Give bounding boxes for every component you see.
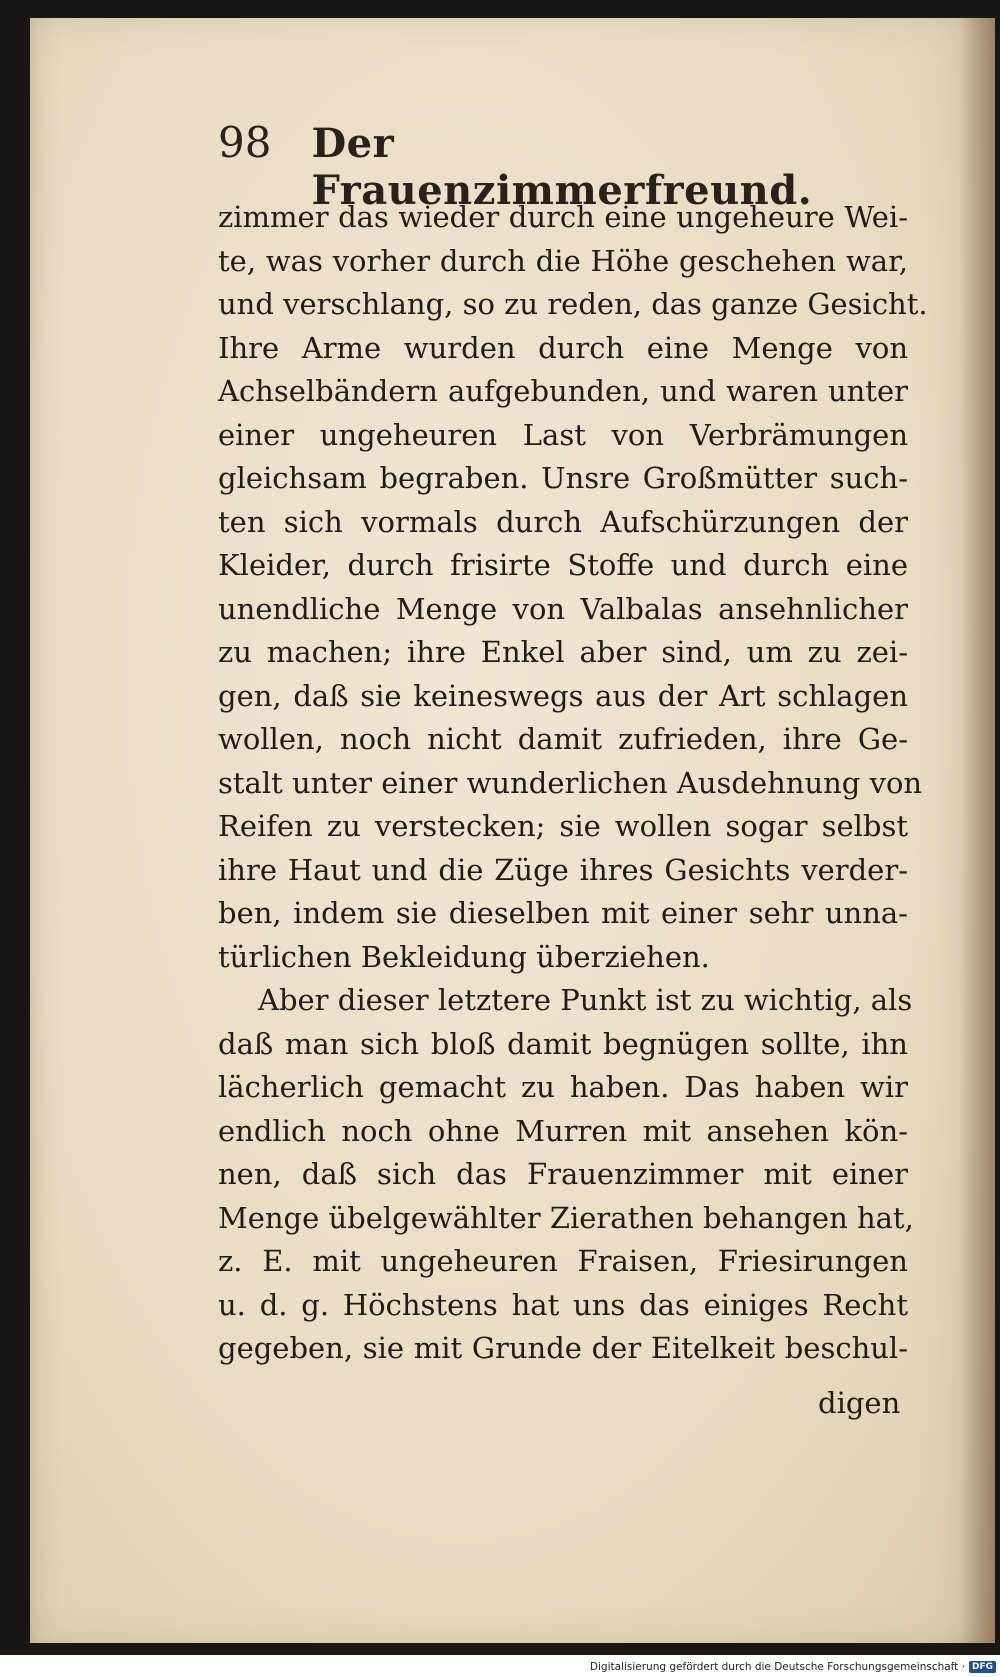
page-header (218, 118, 818, 214)
text-line: stalt unter einer wunderlichen Ausdehnung von (218, 765, 923, 800)
text-line: daß man sich bloß damit begnügen sollte, ihn (218, 1026, 908, 1061)
text-line: Reifen zu verstecken; sie wollen sogar selbst (218, 809, 908, 843)
text-line: Aber dieser letztere Punkt ist zu wichtig, als (258, 983, 913, 1017)
text-line: z. E. mit ungeheuren Fraisen, Friesirungen (218, 1244, 908, 1278)
text-line: gegeben, sie mit Grunde der Eitelkeit beschul- (218, 1331, 908, 1365)
dfg-logo: DFG (969, 1661, 996, 1673)
text-line: türlichen Bekleidung überziehen. (218, 939, 710, 974)
text-line: ihre Haut und die Züge ihres Gesichts verder- (218, 852, 908, 887)
text-line: u. d. g. Höchstens hat uns das einiges Recht (218, 1287, 908, 1322)
text-line: wollen, noch nicht damit zufrieden, ihre Ge- (218, 722, 908, 756)
page-gutter-shadow (959, 18, 995, 1643)
text-line: unendliche Menge von Valbalas ansehnlicher (218, 591, 908, 626)
credit-text: Digitalisierung gefördert durch die Deutsche Forschungsgemeinschaft · (589, 1661, 965, 1673)
page-number: 98 (218, 118, 272, 167)
text-line: zimmer das wieder durch eine ungeheure Wei- (218, 200, 908, 234)
text-line: zu machen; ihre Enkel aber sind, um zu zei- (218, 635, 908, 669)
catchword: digen (818, 1386, 901, 1420)
text-line: nen, daß sich das Frauenzimmer mit einer (218, 1157, 908, 1191)
text-line: Ihre Arme wurden durch eine Menge von (218, 330, 908, 365)
text-line: te, was vorher durch die Höhe geschehen war, (218, 243, 908, 278)
text-line: und verschlang, so zu reden, das ganze Gesicht. (218, 287, 928, 321)
text-line: Menge übelgewählter Zierathen behangen hat, (218, 1200, 914, 1235)
body-text (218, 196, 928, 1371)
digitization-credit (590, 1659, 996, 1675)
text-line: lächerlich gemacht zu haben. Das haben wir (218, 1070, 908, 1104)
text-line: gleichsam begraben. Unsre Großmütter such- (218, 461, 908, 495)
text-line: ben, indem sie dieselben mit einer sehr unna- (218, 896, 908, 930)
text-line: einer ungeheuren Last von Verbrämungen (218, 417, 908, 452)
running-title: Der Frauenzimmerfreund. (311, 120, 813, 214)
text-line: Kleider, durch frisirte Stoffe und durch eine (218, 548, 908, 582)
text-line: ten sich vormals durch Aufschürzungen der (218, 504, 908, 539)
text-line: Achselbändern aufgebunden, und waren unter (218, 374, 908, 408)
text-line: endlich noch ohne Murren mit ansehen kön- (218, 1113, 908, 1148)
text-line: gen, daß sie keineswegs aus der Art schlagen (218, 678, 908, 713)
